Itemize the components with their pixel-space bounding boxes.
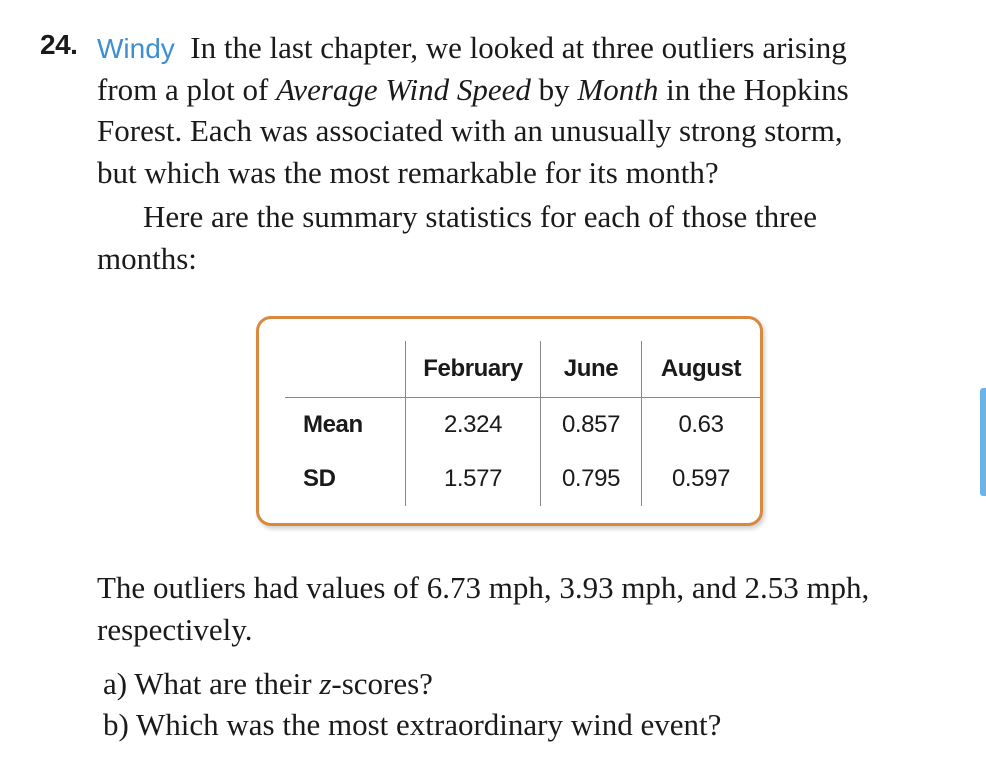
variable-z: z (319, 666, 332, 701)
intro-paragraph (97, 27, 957, 193)
outliers-paragraph (97, 567, 957, 650)
table-row-sd (285, 452, 760, 506)
table-cell: 0.857 (541, 398, 642, 453)
variable-average-wind-speed: Average Wind Speed (276, 71, 531, 107)
column-header: August (642, 341, 761, 398)
exercise-number: 24. (40, 29, 78, 60)
question-a: a) What are their z-scores? (103, 666, 433, 701)
lead-line-2: months: (97, 240, 197, 276)
column-header: February (406, 341, 541, 398)
page-edge-tab (980, 388, 986, 496)
outliers-line-1: The outliers had values of 6.73 mph, 3.93 mph, and 2.53 mph, (97, 570, 870, 605)
question-b: b) Which was the most extraordinary wind event? (103, 707, 722, 742)
intro-line-2: from a plot of Average Wind Speed by Month in the Hopkins (97, 71, 849, 107)
row-header: SD (303, 465, 336, 492)
exercise-keyword: Windy (97, 33, 175, 64)
intro-line-3: Forest. Each was associated with an unusually strong storm, (97, 113, 843, 148)
summary-statistics-table (285, 341, 760, 506)
lead-paragraph (97, 196, 957, 279)
row-header: Mean (303, 411, 363, 438)
table-cell: 0.795 (541, 452, 642, 506)
table-cell: 1.577 (406, 452, 541, 506)
intro-line-1: Windy In the last chapter, we looked at three outliers arising (97, 30, 847, 65)
outliers-line-2: respectively. (97, 611, 253, 647)
table-row-mean (285, 398, 760, 453)
table-header-row (285, 341, 760, 398)
table-cell: 0.63 (642, 398, 761, 453)
variable-month: Month (577, 71, 659, 107)
summary-table-box (256, 316, 763, 526)
table-cell: 0.597 (642, 452, 761, 506)
lead-line-1: Here are the summary statistics for each of those three (143, 199, 817, 234)
column-header: June (541, 341, 642, 398)
table-corner (285, 341, 406, 398)
table-cell: 2.324 (406, 398, 541, 453)
intro-line-4: but which was the most remarkable for its month? (97, 154, 719, 190)
